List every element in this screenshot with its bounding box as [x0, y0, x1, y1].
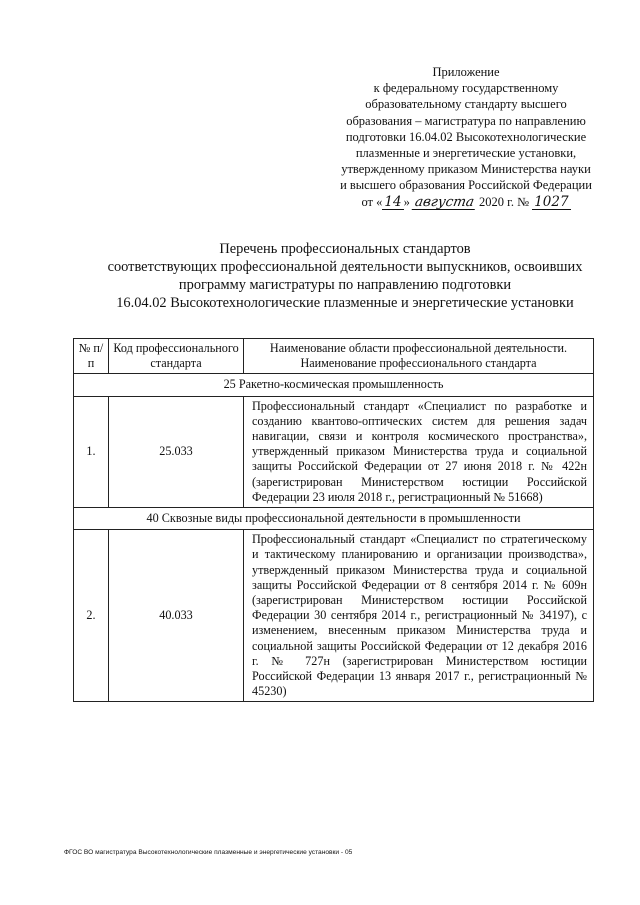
handwritten-day: 14 [384, 193, 402, 210]
header-code: Код профессионального стандарта [109, 339, 244, 374]
standard-description: Профессиональный стандарт «Специалист по стратегическому и тактическому планированию и организации производства», утвержденный приказом Министерства труда и социальной защиты Российской Федерации от 8 сентября 2014 г. № 609н (зарегистрирован Министерством юстиции Российской Федерации 30 сентября 2014 г., регистрационный № 34197), с изменением, внесенным приказом Министерства труда и социальной защиты Российской Федерации от 12 декабря 2016 г. № 727н (зарегистрирован Министерством юстиции Российской Федерации 13 января 2017 г., регистрационный № 45230) [244, 530, 594, 702]
date-mid: » [403, 194, 410, 209]
table-row [74, 396, 594, 507]
appendix-line: к федеральному государственному [373, 81, 559, 96]
standard-code: 25.033 [109, 396, 244, 507]
heading-line: 16.04.02 Высокотехнологические плазменные и энергетические установки [116, 295, 574, 311]
table-row [74, 530, 594, 702]
heading-line: Перечень профессиональных стандартов [219, 241, 471, 257]
standard-description: Профессиональный стандарт «Специалист по разработке и созданию квантово-оптических систем для решения задач навигации, связи и контроля космического пространства», утвержденный приказом Министерства труда и социальной защиты Российской Федерации от 27 июня 2018 г. № 422н (зарегистрирован Министерством юстиции Российской Федерации 23 июля 2018 г., регистрационный № 51668) [244, 396, 594, 507]
header-number: № п/п [74, 339, 109, 374]
date-year: 2020 г. № [479, 194, 530, 209]
handwritten-order-number: 1027 [534, 193, 569, 210]
appendix-line: образования – магистратура по направлению [346, 113, 586, 128]
appendix-line: утвержденному приказом Министерства науки [341, 162, 591, 177]
appendix-title: Приложение [432, 65, 500, 79]
handwritten-month: августа [413, 193, 476, 210]
heading-line: соответствующих профессиональной деятельности выпускников, освоивших [107, 259, 583, 275]
appendix-line: подготовки 16.04.02 Высокотехнологические [345, 129, 587, 144]
area-row [74, 374, 594, 396]
document-heading [60, 240, 630, 312]
row-number: 1. [74, 396, 109, 507]
date-prefix: от « [361, 194, 383, 209]
appendix-line: и высшего образования Российской Федерации [340, 178, 592, 193]
standards-table [73, 338, 594, 702]
header-name: Наименование области профессиональной деятельности. Наименование профессионального стандарта [244, 339, 594, 374]
area-row [74, 508, 594, 530]
heading-line: программу магистратуры по направлению подготовки [178, 277, 512, 293]
table-header-row [74, 339, 594, 374]
area-title: 40 Сквозные виды профессиональной деятельности в промышленности [74, 508, 594, 530]
standard-code: 40.033 [109, 530, 244, 702]
row-number: 2. [74, 530, 109, 702]
page-footer: ФГОС ВО магистратура Высокотехнологические плазменные и энергетические установки - 05 [64, 849, 353, 856]
order-date-line [330, 194, 602, 210]
area-title: 25 Ракетно-космическая промышленность [74, 374, 594, 396]
appendix-block [330, 64, 602, 210]
appendix-line: образовательному стандарту высшего [365, 97, 567, 112]
appendix-line: плазменные и энергетические установки, [355, 146, 577, 161]
